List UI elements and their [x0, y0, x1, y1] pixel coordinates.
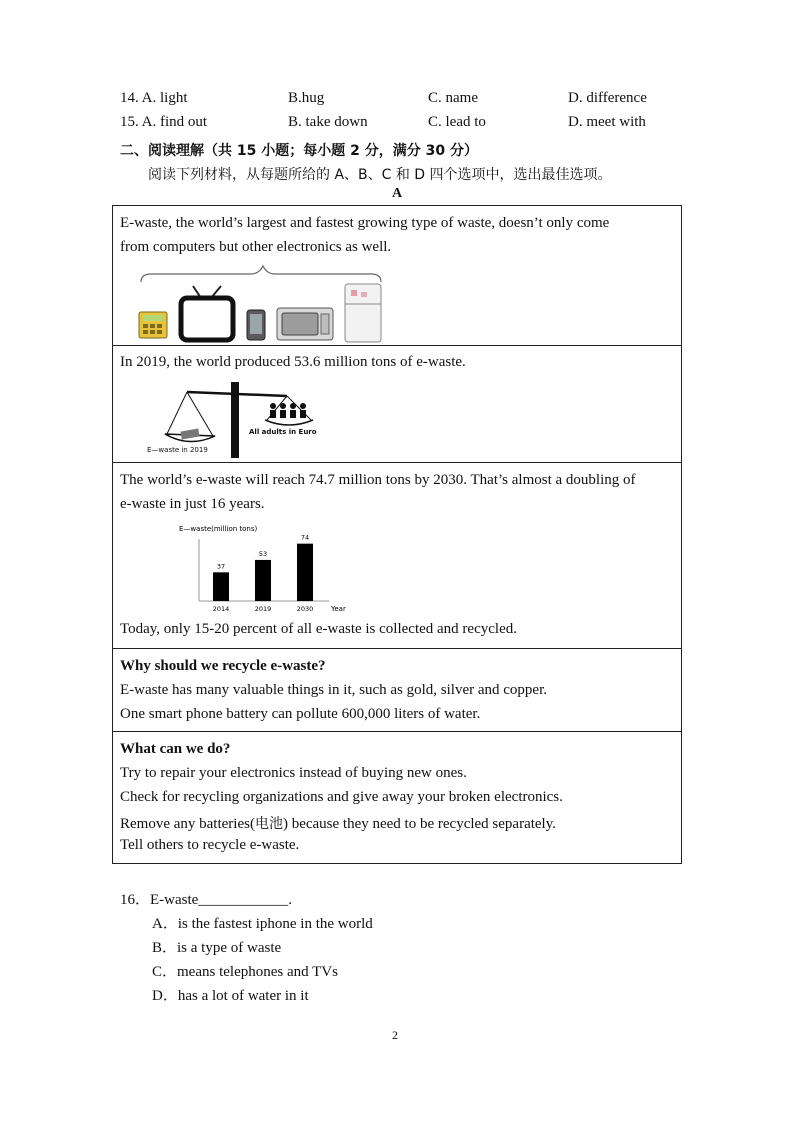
- q14-option-b: B.hug: [288, 90, 325, 106]
- calculator-icon: [139, 312, 167, 338]
- box3-line3: Today, only 15-20 percent of all e-waste is collected and recycled.: [120, 621, 517, 637]
- x-axis-label: Year: [331, 605, 346, 613]
- q16-option-b: B．is a type of waste: [152, 940, 282, 956]
- electronics-illustration: [131, 264, 411, 344]
- info-box-electronics: [112, 205, 682, 346]
- section-title: 二、阅读理解（共 15 小题；每小题 2 分，满分 30 分）: [120, 143, 478, 159]
- tv-icon: [181, 286, 233, 340]
- box1-line1: E-waste, the world’s largest and fastest growing type of waste, doesn’t only come: [120, 215, 610, 231]
- data-label-2019: 53: [258, 549, 268, 558]
- microwave-icon: [277, 308, 333, 340]
- box4-heading: Why should we recycle e-waste?: [120, 658, 326, 674]
- q16-option-c: C．means telephones and TVs: [152, 964, 338, 980]
- q15-option-c: C. lead to: [428, 114, 486, 130]
- q15-option-a: 15. A. find out: [120, 114, 208, 130]
- box3-line1: The world’s e-waste will reach 74.7 million tons by 2030. That’s almost a doubling of: [120, 472, 636, 488]
- q15-option-d: D. meet with: [568, 114, 646, 130]
- passage-label: A: [392, 186, 403, 201]
- data-label-2030: 74: [300, 533, 310, 542]
- refrigerator-icon: [345, 284, 381, 342]
- box2-line1: In 2019, the world produced 53.6 million tons of e-waste.: [120, 354, 466, 370]
- info-box-2019: [112, 345, 682, 463]
- question-14-options: [120, 90, 680, 112]
- bar-2014: [213, 572, 229, 601]
- q16-option-a: A．is the fastest iphone in the world: [152, 916, 373, 932]
- box5-line3-battery: 电池: [254, 816, 283, 832]
- section-instruction: 阅读下列材料，从每题所给的 A、B、C 和 D 四个选项中，选出最佳选项。: [148, 167, 612, 183]
- box1-line2: from computers but other electronics as well.: [120, 239, 392, 255]
- q16-option-d: D．has a lot of water in it: [152, 988, 309, 1004]
- q14-option-c: C. name: [428, 90, 478, 106]
- scale-left-label: E—waste in 2019: [147, 446, 208, 454]
- question-15-options: [120, 114, 680, 136]
- tick-label-2019: 2019: [254, 605, 272, 613]
- q16-stem: 16．E-waste____________.: [120, 892, 293, 908]
- box5-line3: [120, 813, 556, 833]
- info-box-what-can-we-do: [112, 731, 682, 864]
- q15-option-b: B. take down: [288, 114, 368, 130]
- box5-line1: Try to repair your electronics instead of buying new ones.: [120, 765, 467, 781]
- people-icon: [270, 403, 306, 418]
- ewaste-bar-chart: [179, 523, 359, 615]
- tick-label-2030: 2030: [296, 605, 314, 613]
- page-number: 2: [392, 1028, 398, 1042]
- box4-line1: E-waste has many valuable things in it, such as gold, silver and copper.: [120, 682, 547, 698]
- box4-line2: One smart phone battery can pollute 600,000 liters of water.: [120, 706, 481, 722]
- tick-label-2014: 2014: [212, 605, 230, 613]
- brace-icon: [141, 266, 381, 282]
- bar-2019: [255, 560, 271, 601]
- bar-2030: [297, 544, 313, 601]
- q14-option-d: D. difference: [568, 90, 647, 106]
- box3-line2: e-waste in just 16 years.: [120, 496, 265, 512]
- box5-line3-c: ) because they need to be recycled separately.: [282, 816, 556, 832]
- box5-line2: Check for recycling organizations and give away your broken electronics.: [120, 789, 563, 805]
- info-box-2030: [112, 462, 682, 649]
- info-box-why-recycle: [112, 648, 682, 732]
- data-label-2014: 37: [216, 562, 226, 571]
- box5-heading: What can we do?: [120, 741, 231, 757]
- scale-right-label: All adults in Euro: [249, 428, 317, 436]
- y-axis-label: E—waste(million tons): [179, 525, 258, 533]
- box5-line3-a: Remove any batteries(: [120, 816, 255, 832]
- q14-option-a: 14. A. light: [120, 90, 188, 106]
- mobile-phone-icon: [247, 310, 265, 340]
- box5-line4: Tell others to recycle e-waste.: [120, 837, 300, 853]
